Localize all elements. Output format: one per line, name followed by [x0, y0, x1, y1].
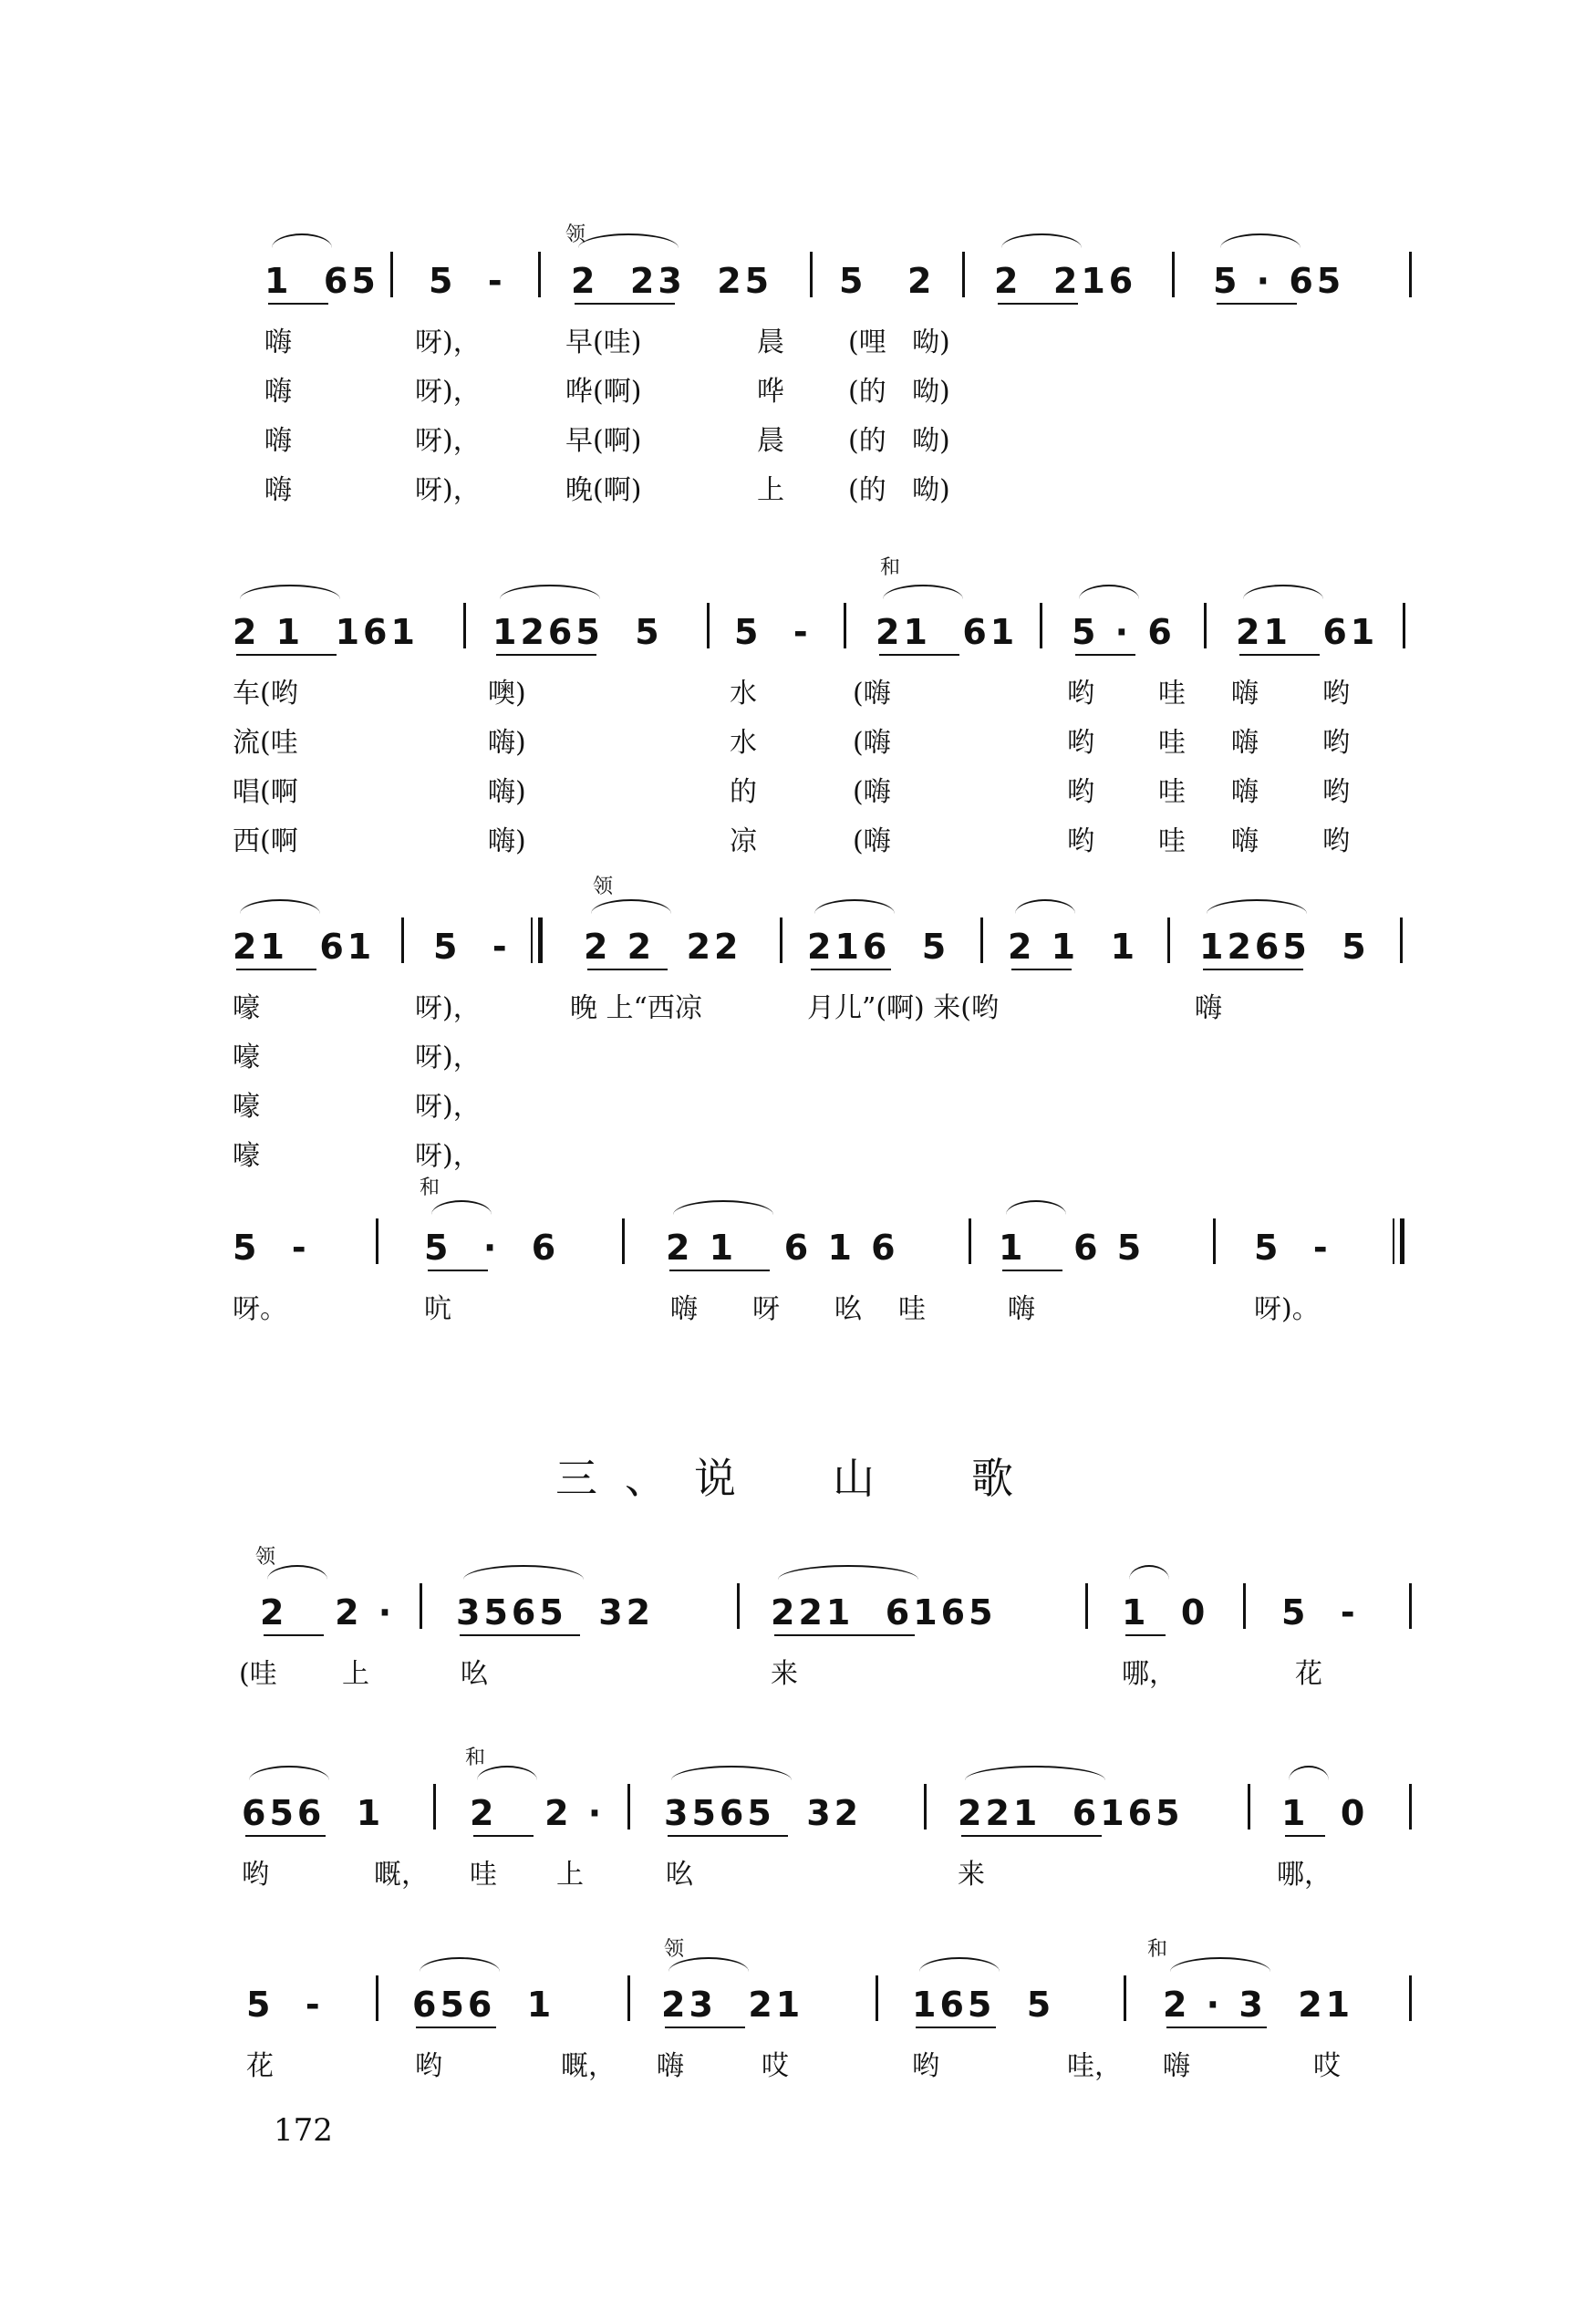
slur [1243, 585, 1323, 599]
lyric-word: 呀。 [233, 1293, 287, 1325]
lyric-line [0, 2043, 1596, 2089]
note-group: 23 21 [661, 1985, 804, 2025]
lyric-word: 噢) [488, 678, 526, 710]
lyric-word: (嗨 [853, 825, 891, 857]
lyric-word: 哟 [1322, 678, 1350, 710]
slur [240, 899, 320, 914]
lyric-word: 吆 [461, 1658, 488, 1690]
lyric-line [0, 1651, 1596, 1696]
note-group: 5 - [233, 1228, 310, 1268]
lyric-word: 哇 [1158, 678, 1186, 710]
slur [1207, 899, 1307, 914]
lyric-word: 嗨 [1231, 825, 1259, 857]
lyric-word: 哪， [1122, 1658, 1176, 1690]
slur [671, 1766, 792, 1780]
note-group: 216 5 [807, 927, 950, 967]
lyric-word: 嗨) [488, 776, 526, 808]
note-group: 2 [907, 261, 936, 301]
lyric-word: 哇 [1158, 825, 1186, 857]
slur [477, 1766, 537, 1780]
note-group: 5 · 6 [1072, 612, 1176, 652]
note-group: 21 61 [233, 927, 376, 967]
slur [267, 1565, 327, 1580]
notation-row [0, 1213, 1596, 1268]
slur [778, 1565, 918, 1580]
note-group: 2 2 · [470, 1793, 606, 1833]
beam [1011, 969, 1072, 970]
note-group: 21 61 [1236, 612, 1379, 652]
lyric-line [0, 319, 1596, 365]
note-group: 656 1 [242, 1793, 385, 1833]
lyric-word: 嘅， [374, 1859, 429, 1891]
lyric-word: 的 [730, 776, 757, 808]
barline [1403, 603, 1405, 648]
lyric-word: (嗨 [853, 776, 891, 808]
lyric-word: 哇 [1158, 727, 1186, 759]
lyric-word: 嗨) [488, 727, 526, 759]
note-group: 21 61 [876, 612, 1019, 652]
slur [1006, 1200, 1066, 1215]
note-group: 3565 32 [456, 1592, 655, 1633]
lyric-word: 呀)， [415, 376, 481, 408]
lyric-word: 嗨 [1231, 727, 1259, 759]
part-marker: 和 [465, 1747, 486, 1769]
barline [1124, 1975, 1126, 2021]
note-group: 2 2 22 [584, 927, 742, 967]
lyric-word: 嗨 [264, 327, 292, 358]
slur [1170, 1957, 1270, 1972]
lyric-word: 西(啊 [233, 825, 298, 857]
barline [980, 917, 983, 963]
lyric-line [0, 467, 1596, 513]
slur [272, 233, 332, 248]
barline [962, 252, 965, 297]
slur [500, 585, 600, 599]
lyric-word: (的 [848, 474, 886, 506]
lyric-word: 嘅， [561, 2050, 616, 2082]
lyric-word: 唱(啊 [233, 776, 298, 808]
lyric-word: 流(哇 [233, 727, 298, 759]
lyric-word: 呀 [752, 1293, 780, 1325]
barline [1085, 1583, 1088, 1629]
beam [1125, 1634, 1166, 1636]
beam [416, 2027, 496, 2028]
beam [1002, 1270, 1062, 1271]
lyric-word: 嚎 [233, 1042, 260, 1073]
barline [1409, 252, 1412, 297]
note-group: 2 2 · [260, 1592, 396, 1633]
barline [390, 252, 393, 297]
lyric-word: 哟 [1067, 727, 1094, 759]
lyric-line [0, 1286, 1596, 1332]
lyric-word: 哇 [470, 1859, 497, 1891]
notation-row [0, 1970, 1596, 2025]
lyric-word: 哎 [1313, 2050, 1341, 2082]
beam [428, 1270, 488, 1271]
beam [1166, 2027, 1267, 2028]
beam [774, 1634, 915, 1636]
note-group: 2 23 25 [571, 261, 773, 301]
slur [965, 1766, 1105, 1780]
lyric-word: 晨 [757, 425, 784, 457]
double-barline [538, 917, 543, 963]
lyric-word: 哟 [1322, 727, 1350, 759]
notation-row [0, 1778, 1596, 1833]
lyric-line [0, 418, 1596, 463]
lyric-word: 上 [556, 1859, 584, 1891]
barline [969, 1218, 971, 1264]
barline [1204, 603, 1207, 648]
beam [669, 1270, 770, 1271]
beam [961, 1835, 1102, 1837]
note-group: 2 1 6 1 6 [666, 1228, 899, 1268]
lyric-word: 哇 [898, 1293, 926, 1325]
barline [627, 1784, 630, 1830]
lyric-word: 晚(啊) [565, 474, 642, 506]
part-marker: 领 [565, 223, 586, 246]
beam [1285, 1835, 1325, 1837]
slur [1220, 233, 1301, 248]
lyric-word: 呀)， [415, 1140, 481, 1172]
part-marker: 和 [880, 556, 901, 579]
note-group: 2 216 [994, 261, 1137, 301]
lyric-line [0, 1034, 1596, 1080]
slur [883, 585, 963, 599]
part-marker: 领 [255, 1546, 276, 1569]
beam [236, 969, 316, 970]
note-group: 1 65 [264, 261, 379, 301]
beam [1217, 303, 1297, 305]
lyric-word: 哟 [242, 1859, 269, 1891]
lyric-word: 嗨 [657, 2050, 684, 2082]
beam [268, 303, 328, 305]
lyric-word: 呀)。 [1254, 1293, 1320, 1325]
lyric-word: 呀)， [415, 1042, 481, 1073]
beam [811, 969, 891, 970]
barline [844, 603, 846, 648]
part-marker: 领 [593, 876, 614, 898]
lyric-word: 嗨 [264, 376, 292, 408]
part-marker: 和 [1147, 1938, 1168, 1961]
lyric-line [0, 720, 1596, 765]
note-group: 2 1 1 [1008, 927, 1139, 967]
lyric-word: 嗨 [264, 425, 292, 457]
barline [376, 1975, 378, 2021]
lyric-word: 嚎 [233, 992, 260, 1024]
note-group: 5 - [1254, 1228, 1332, 1268]
slur [1015, 899, 1075, 914]
lyric-word: 哇 [1158, 776, 1186, 808]
note-group: 5 · 65 [1213, 261, 1345, 301]
note-group: 165 5 [912, 1985, 1055, 2025]
lyric-word: 嚎 [233, 1091, 260, 1123]
note-group: 221 6165 [771, 1592, 997, 1633]
barline [780, 917, 782, 963]
barline [463, 603, 466, 648]
barline [1409, 1975, 1412, 2021]
lyric-word: 花 [246, 2050, 274, 2082]
lyric-word: (哩 [848, 327, 886, 358]
lyric-line [0, 368, 1596, 414]
barline [810, 252, 813, 297]
lyric-word: (的 [848, 376, 886, 408]
lyric-line [0, 985, 1596, 1031]
slur [591, 899, 671, 914]
barline [1167, 917, 1170, 963]
note-group: 1265 5 [492, 612, 663, 652]
beam [1203, 969, 1303, 970]
lyric-line [0, 1133, 1596, 1178]
lyric-word: 上 [757, 474, 784, 506]
slur [673, 1200, 773, 1215]
lyric-word: 花 [1295, 1658, 1322, 1690]
beam [245, 1835, 326, 1837]
beam [236, 654, 337, 656]
page-number: 172 [274, 2112, 333, 2149]
lyric-word: 车(哟 [233, 678, 298, 710]
lyric-word: 吆 [834, 1293, 862, 1325]
slur [463, 1565, 584, 1580]
lyric-word: 嗨 [1008, 1293, 1035, 1325]
beam [916, 2027, 996, 2028]
lyric-line [0, 769, 1596, 814]
barline [707, 603, 710, 648]
lyric-word: 嗨 [1231, 678, 1259, 710]
lyric-word: 嗨 [1195, 992, 1222, 1024]
lyric-word: 凉 [730, 825, 757, 857]
lyric-word: 哟 [1322, 776, 1350, 808]
lyric-word: 哎 [762, 2050, 789, 2082]
lyric-line [0, 818, 1596, 864]
beam [1239, 654, 1320, 656]
note-group: 5 - [429, 261, 506, 301]
lyric-line [0, 1083, 1596, 1129]
lyric-line [0, 670, 1596, 716]
lyric-word: 呀)， [415, 327, 481, 358]
notation-row [0, 912, 1596, 967]
beam [587, 969, 668, 970]
barline [1409, 1583, 1412, 1629]
barline [1393, 1218, 1394, 1264]
lyric-word: 呀)， [415, 474, 481, 506]
note-group: 656 1 [412, 1985, 555, 2025]
beam [1075, 654, 1135, 656]
notation-row [0, 1578, 1596, 1633]
note-group: 5 - [433, 927, 511, 967]
lyric-word: 早(哇) [565, 327, 642, 358]
slur [919, 1957, 1000, 1972]
lyric-word: 晚 上“西凉 [570, 992, 702, 1024]
slur [1079, 585, 1139, 599]
slur [578, 233, 679, 248]
barline [1172, 252, 1175, 297]
note-group: 3565 32 [664, 1793, 863, 1833]
slur [1289, 1766, 1329, 1780]
barline [1248, 1784, 1250, 1830]
lyric-word: 呀)， [415, 425, 481, 457]
lyric-word: 嗨) [488, 825, 526, 857]
note-group: 5 [839, 261, 867, 301]
lyric-word: 晨 [757, 327, 784, 358]
note-group: 5 · 6 [424, 1228, 560, 1268]
barline [924, 1784, 927, 1830]
barline [376, 1218, 378, 1264]
section-title: 三、说 山 歌 [555, 1454, 1041, 1503]
note-group: 5 - [1281, 1592, 1359, 1633]
note-group: 1 0 [1281, 1793, 1369, 1833]
lyric-word: 嗨 [264, 474, 292, 506]
note-group: 5 - [734, 612, 812, 652]
lyric-word: 嗨 [1231, 776, 1259, 808]
barline [627, 1975, 630, 2021]
lyric-word: 月儿”(啊) 来(哟 [807, 992, 999, 1024]
lyric-word: 呦) [912, 425, 950, 457]
lyric-word: 哗 [757, 376, 784, 408]
barline [433, 1784, 436, 1830]
lyric-word: 吆 [666, 1859, 693, 1891]
notation-row [0, 246, 1596, 301]
part-marker: 领 [664, 1938, 685, 1961]
lyric-word: 哟 [1322, 825, 1350, 857]
lyric-line [0, 1851, 1596, 1897]
lyric-word: (的 [848, 425, 886, 457]
lyric-word: 早(啊) [565, 425, 642, 457]
beam [264, 1634, 324, 1636]
beam [460, 1634, 580, 1636]
barline [401, 917, 404, 963]
slur [431, 1200, 492, 1215]
beam [496, 654, 596, 656]
barline [531, 917, 533, 963]
lyric-word: 呦) [912, 327, 950, 358]
beam [668, 1835, 788, 1837]
slur [240, 585, 340, 599]
beam [473, 1835, 534, 1837]
lyric-word: 嗨 [1163, 2050, 1190, 2082]
lyric-word: 嗨 [670, 1293, 698, 1325]
part-marker: 和 [420, 1177, 440, 1199]
lyric-word: 哟 [1067, 825, 1094, 857]
lyric-word: 来 [958, 1859, 985, 1891]
lyric-word: 吭 [424, 1293, 451, 1325]
notation-row [0, 597, 1596, 652]
lyric-word: (嗨 [853, 678, 891, 710]
barline [1213, 1218, 1216, 1264]
lyric-word: 水 [730, 727, 757, 759]
double-barline [1400, 1218, 1404, 1264]
lyric-word: 哇， [1067, 2050, 1122, 2082]
slur [1001, 233, 1082, 248]
lyric-word: 哟 [415, 2050, 442, 2082]
lyric-word: 呦) [912, 474, 950, 506]
note-group: 1 6 5 [999, 1228, 1145, 1268]
slur [420, 1957, 500, 1972]
barline [1409, 1784, 1412, 1830]
lyric-word: 来 [771, 1658, 798, 1690]
slur [249, 1766, 329, 1780]
barline [1243, 1583, 1246, 1629]
beam [665, 2027, 745, 2028]
lyric-word: 哗(啊) [565, 376, 642, 408]
note-group: 221 6165 [958, 1793, 1184, 1833]
lyric-word: 呀)， [415, 992, 481, 1024]
lyric-word: 哟 [1067, 678, 1094, 710]
lyric-word: 哪， [1277, 1859, 1332, 1891]
slur [814, 899, 895, 914]
barline [622, 1218, 625, 1264]
barline [420, 1583, 422, 1629]
lyric-word: 嚎 [233, 1140, 260, 1172]
slur [1129, 1565, 1169, 1580]
lyric-word: 呦) [912, 376, 950, 408]
note-group: 2 1 161 [233, 612, 419, 652]
lyric-word: (哇 [239, 1658, 277, 1690]
barline [1040, 603, 1042, 648]
barline [1400, 917, 1403, 963]
note-group: 1265 5 [1199, 927, 1370, 967]
barline [876, 1975, 878, 2021]
lyric-word: (嗨 [853, 727, 891, 759]
barline [538, 252, 541, 297]
beam [575, 303, 675, 305]
beam [879, 654, 959, 656]
lyric-word: 呀)， [415, 1091, 481, 1123]
note-group: 5 - [246, 1985, 324, 2025]
note-group: 2 · 3 21 [1163, 1985, 1354, 2025]
lyric-word: 水 [730, 678, 757, 710]
lyric-word: 哟 [1067, 776, 1094, 808]
barline [737, 1583, 740, 1629]
lyric-word: 哟 [912, 2050, 939, 2082]
lyric-word: 上 [342, 1658, 369, 1690]
beam [998, 303, 1078, 305]
note-group: 1 0 [1122, 1592, 1209, 1633]
